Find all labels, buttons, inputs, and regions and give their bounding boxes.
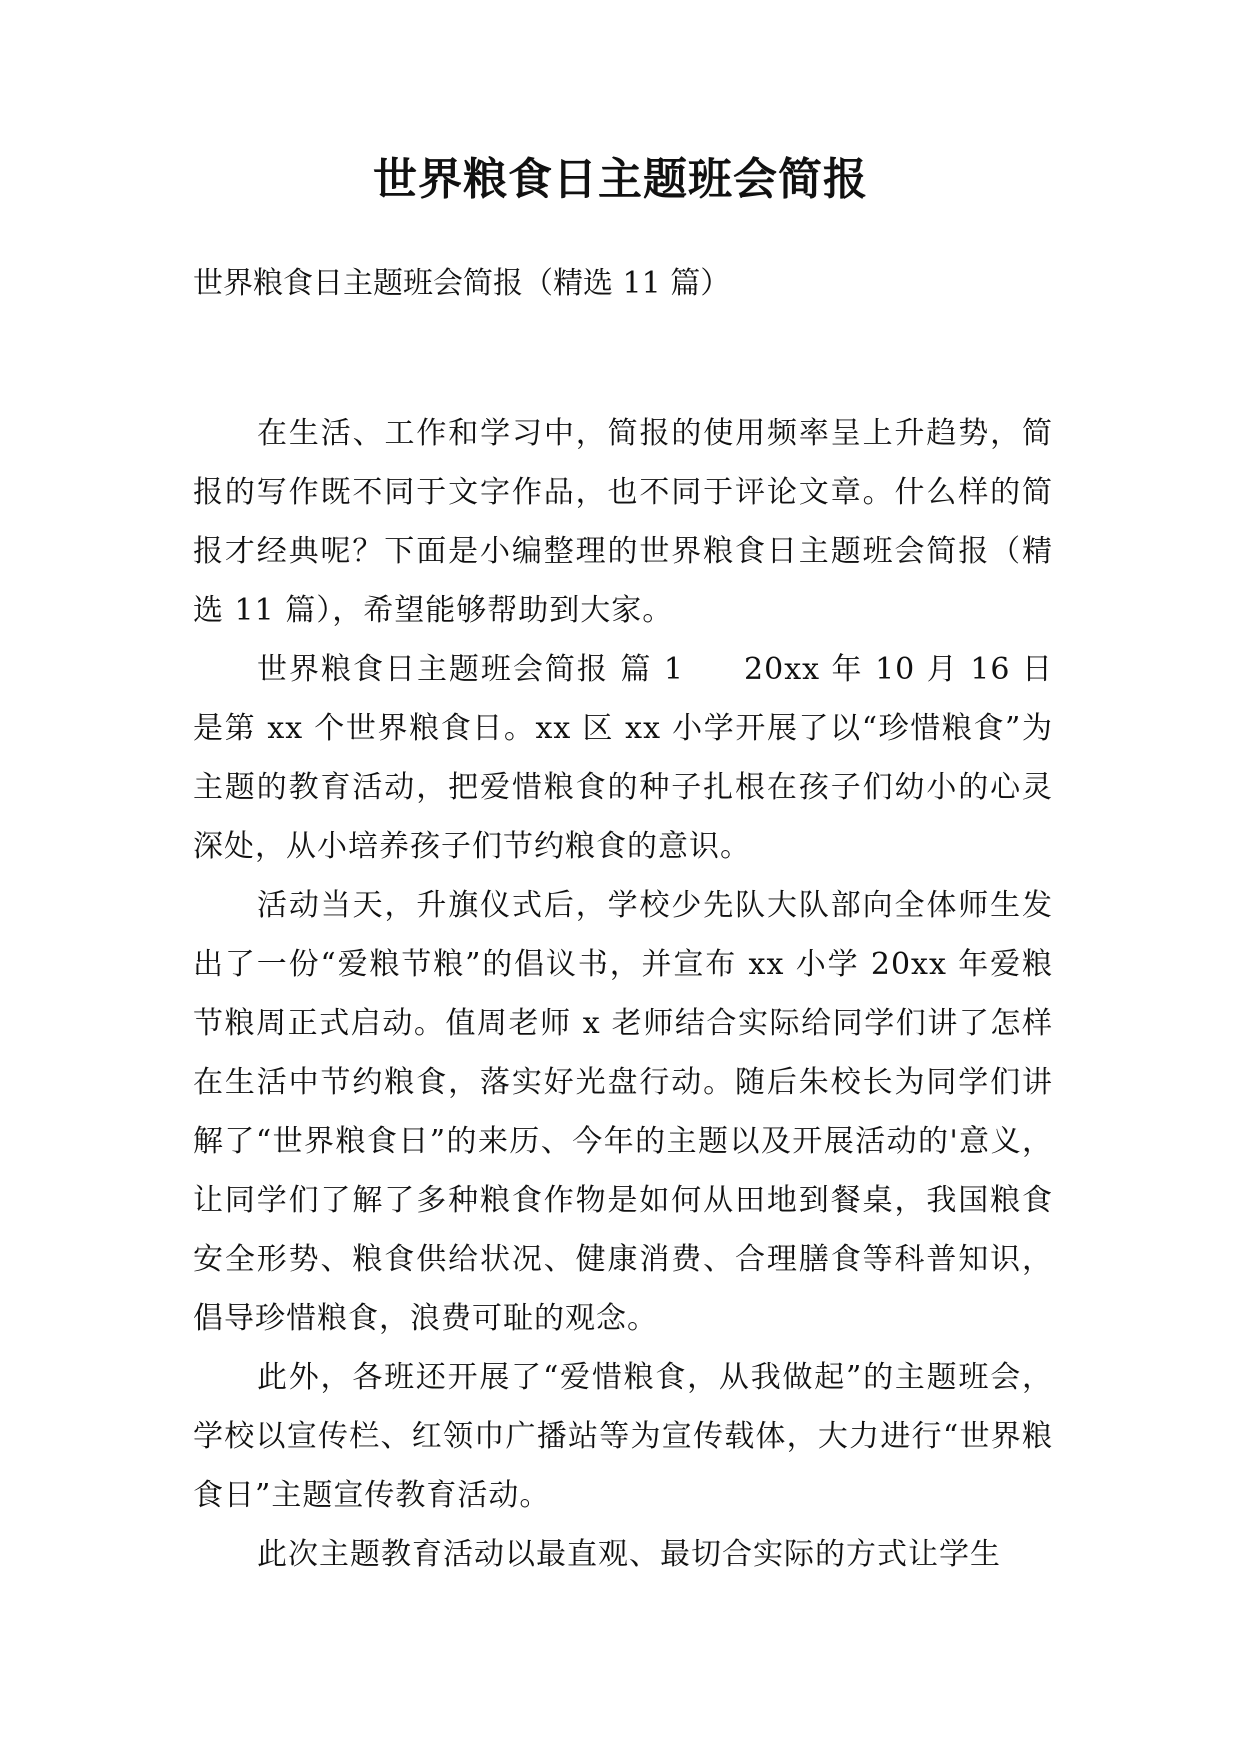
- document-body: [193, 404, 1053, 1584]
- document-subtitle: 世界粮食日主题班会简报（精选 11 篇）: [193, 266, 731, 301]
- closing-paragraph: 此次主题教育活动以最直观、最切合实际的方式让学生: [257, 1537, 1001, 1572]
- section-1-heading: 世界粮食日主题班会简报 篇 1: [257, 652, 685, 687]
- intro-paragraph: 在生活、工作和学习中，简报的使用频率呈上升趋势，简报的写作既不同于文字作品，也不同于评论文章。什么样的简报才经典呢？下面是小编整理的世界粮食日主题班会简报（精选 11 篇），希望能够帮助到大家。: [193, 416, 1053, 628]
- activity-day-paragraph: 活动当天，升旗仪式后，学校少先队大队部向全体师生发出了一份“爱粮节粮”的倡议书，并宣布 xx 小学 20xx 年爱粮节粮周正式启动。值周老师 x 老师结合实际给同学们讲了怎样在生活中节约粮食，落实好光盘行动。随后朱校长为同学们讲解了“世界粮食日”的来历、今年的主题以及开展活动的'意义，让同学们了解了多种粮食作物是如何从田地到餐桌，我国粮食安全形势、粮食供给状况、健康消费、合理膳食等科普知识，倡导珍惜粮食，浪费可耻的观念。: [193, 888, 1053, 1336]
- section-1-opening-text: 20xx 年 10 月 16 日是第 xx 个世界粮食日。xx 区 xx 小学开展了以“珍惜粮食”为主题的教育活动，把爱惜粮食的种子扎根在孩子们幼小的心灵深处，从小培养孩子们节约粮食的意识。: [193, 652, 1053, 864]
- document-title: 世界粮食日主题班会简报: [373, 154, 868, 205]
- section-1-paragraph: [193, 640, 1053, 876]
- class-meeting-paragraph: 此外，各班还开展了“爱惜粮食，从我做起”的主题班会，学校以宣传栏、红领巾广播站等为宣传载体，大力进行“世界粮食日”主题宣传教育活动。: [193, 1360, 1053, 1513]
